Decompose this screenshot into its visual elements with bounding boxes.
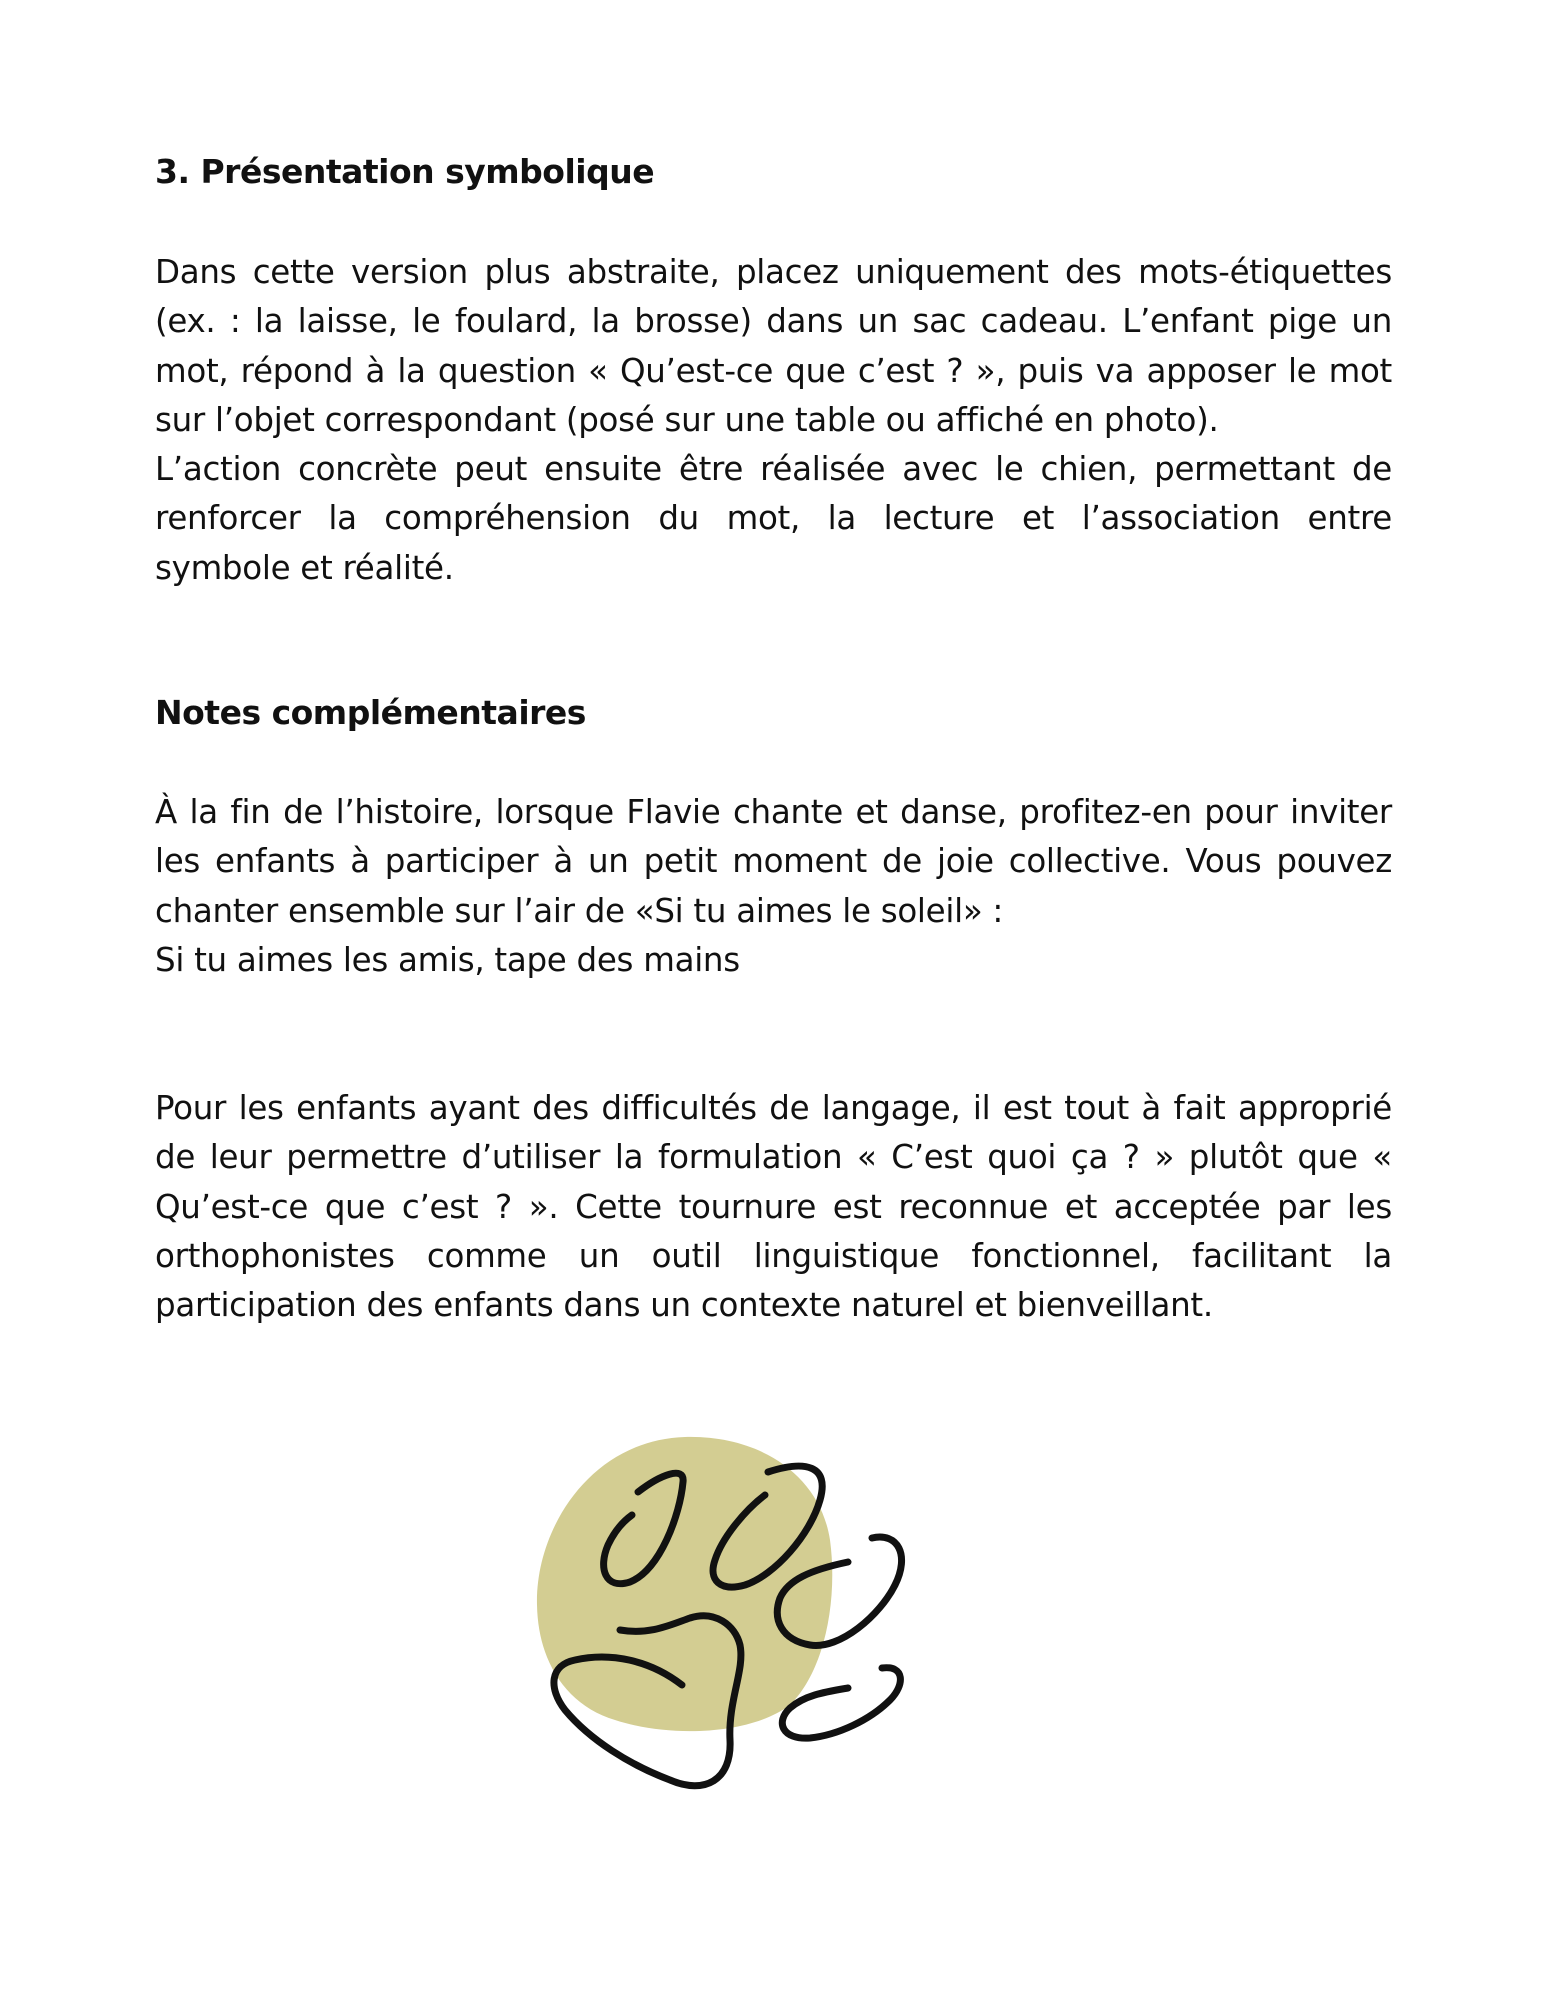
- text-line: sur l’objet correspondant (posé sur une table ou affiché en photo).: [155, 400, 1219, 439]
- text-line: mot, répond à la question « Qu’est-ce que c’est ? », puis va apposer le mot: [155, 351, 1392, 390]
- paragraph-presentation-symbolique: [155, 248, 1392, 593]
- section-heading-presentation-symbolique: 3. Présentation symbolique: [155, 152, 655, 191]
- text-line: Pour les enfants ayant des difficultés de langage, il est tout à fait approprié: [155, 1089, 1392, 1127]
- text-line: les enfants à participer à un petit moment de joie collective. Vous pouvez: [155, 842, 1392, 881]
- text-line: À la fin de l’histoire, lorsque Flavie chante et danse, profitez-en pour inviter: [155, 793, 1392, 831]
- text-line: renforcer la compréhension du mot, la lecture et l’association entre: [155, 499, 1392, 538]
- paw-print-icon: [520, 1420, 940, 1820]
- paragraph-notes-song: [155, 788, 1392, 985]
- paragraph-notes-language: [155, 1084, 1392, 1330]
- text-line: L’action concrète peut ensuite être réalisée avec le chien, permettant de: [155, 450, 1392, 489]
- text-line: (ex. : la laisse, le foulard, la brosse) dans un sac cadeau. L’enfant pige un: [155, 302, 1392, 341]
- text-line: Qu’est-ce que c’est ? ». Cette tournure est reconnue et acceptée par les: [155, 1187, 1392, 1226]
- text-line: participation des enfants dans un contexte naturel et bienveillant.: [155, 1286, 1213, 1325]
- text-line: symbole et réalité.: [155, 548, 454, 587]
- text-line: Si tu aimes les amis, tape des mains: [155, 940, 740, 979]
- text-line: chanter ensemble sur l’air de «Si tu aimes le soleil» :: [155, 891, 1004, 930]
- text-line: Dans cette version plus abstraite, placez uniquement des mots-étiquettes: [155, 253, 1392, 291]
- paw-print-logo: [520, 1420, 940, 1820]
- section-heading-notes-complementaires: Notes complémentaires: [155, 693, 586, 732]
- text-line: orthophonistes comme un outil linguistique fonctionnel, facilitant la: [155, 1236, 1392, 1275]
- text-line: de leur permettre d’utiliser la formulation « C’est quoi ça ? » plutôt que «: [155, 1138, 1392, 1177]
